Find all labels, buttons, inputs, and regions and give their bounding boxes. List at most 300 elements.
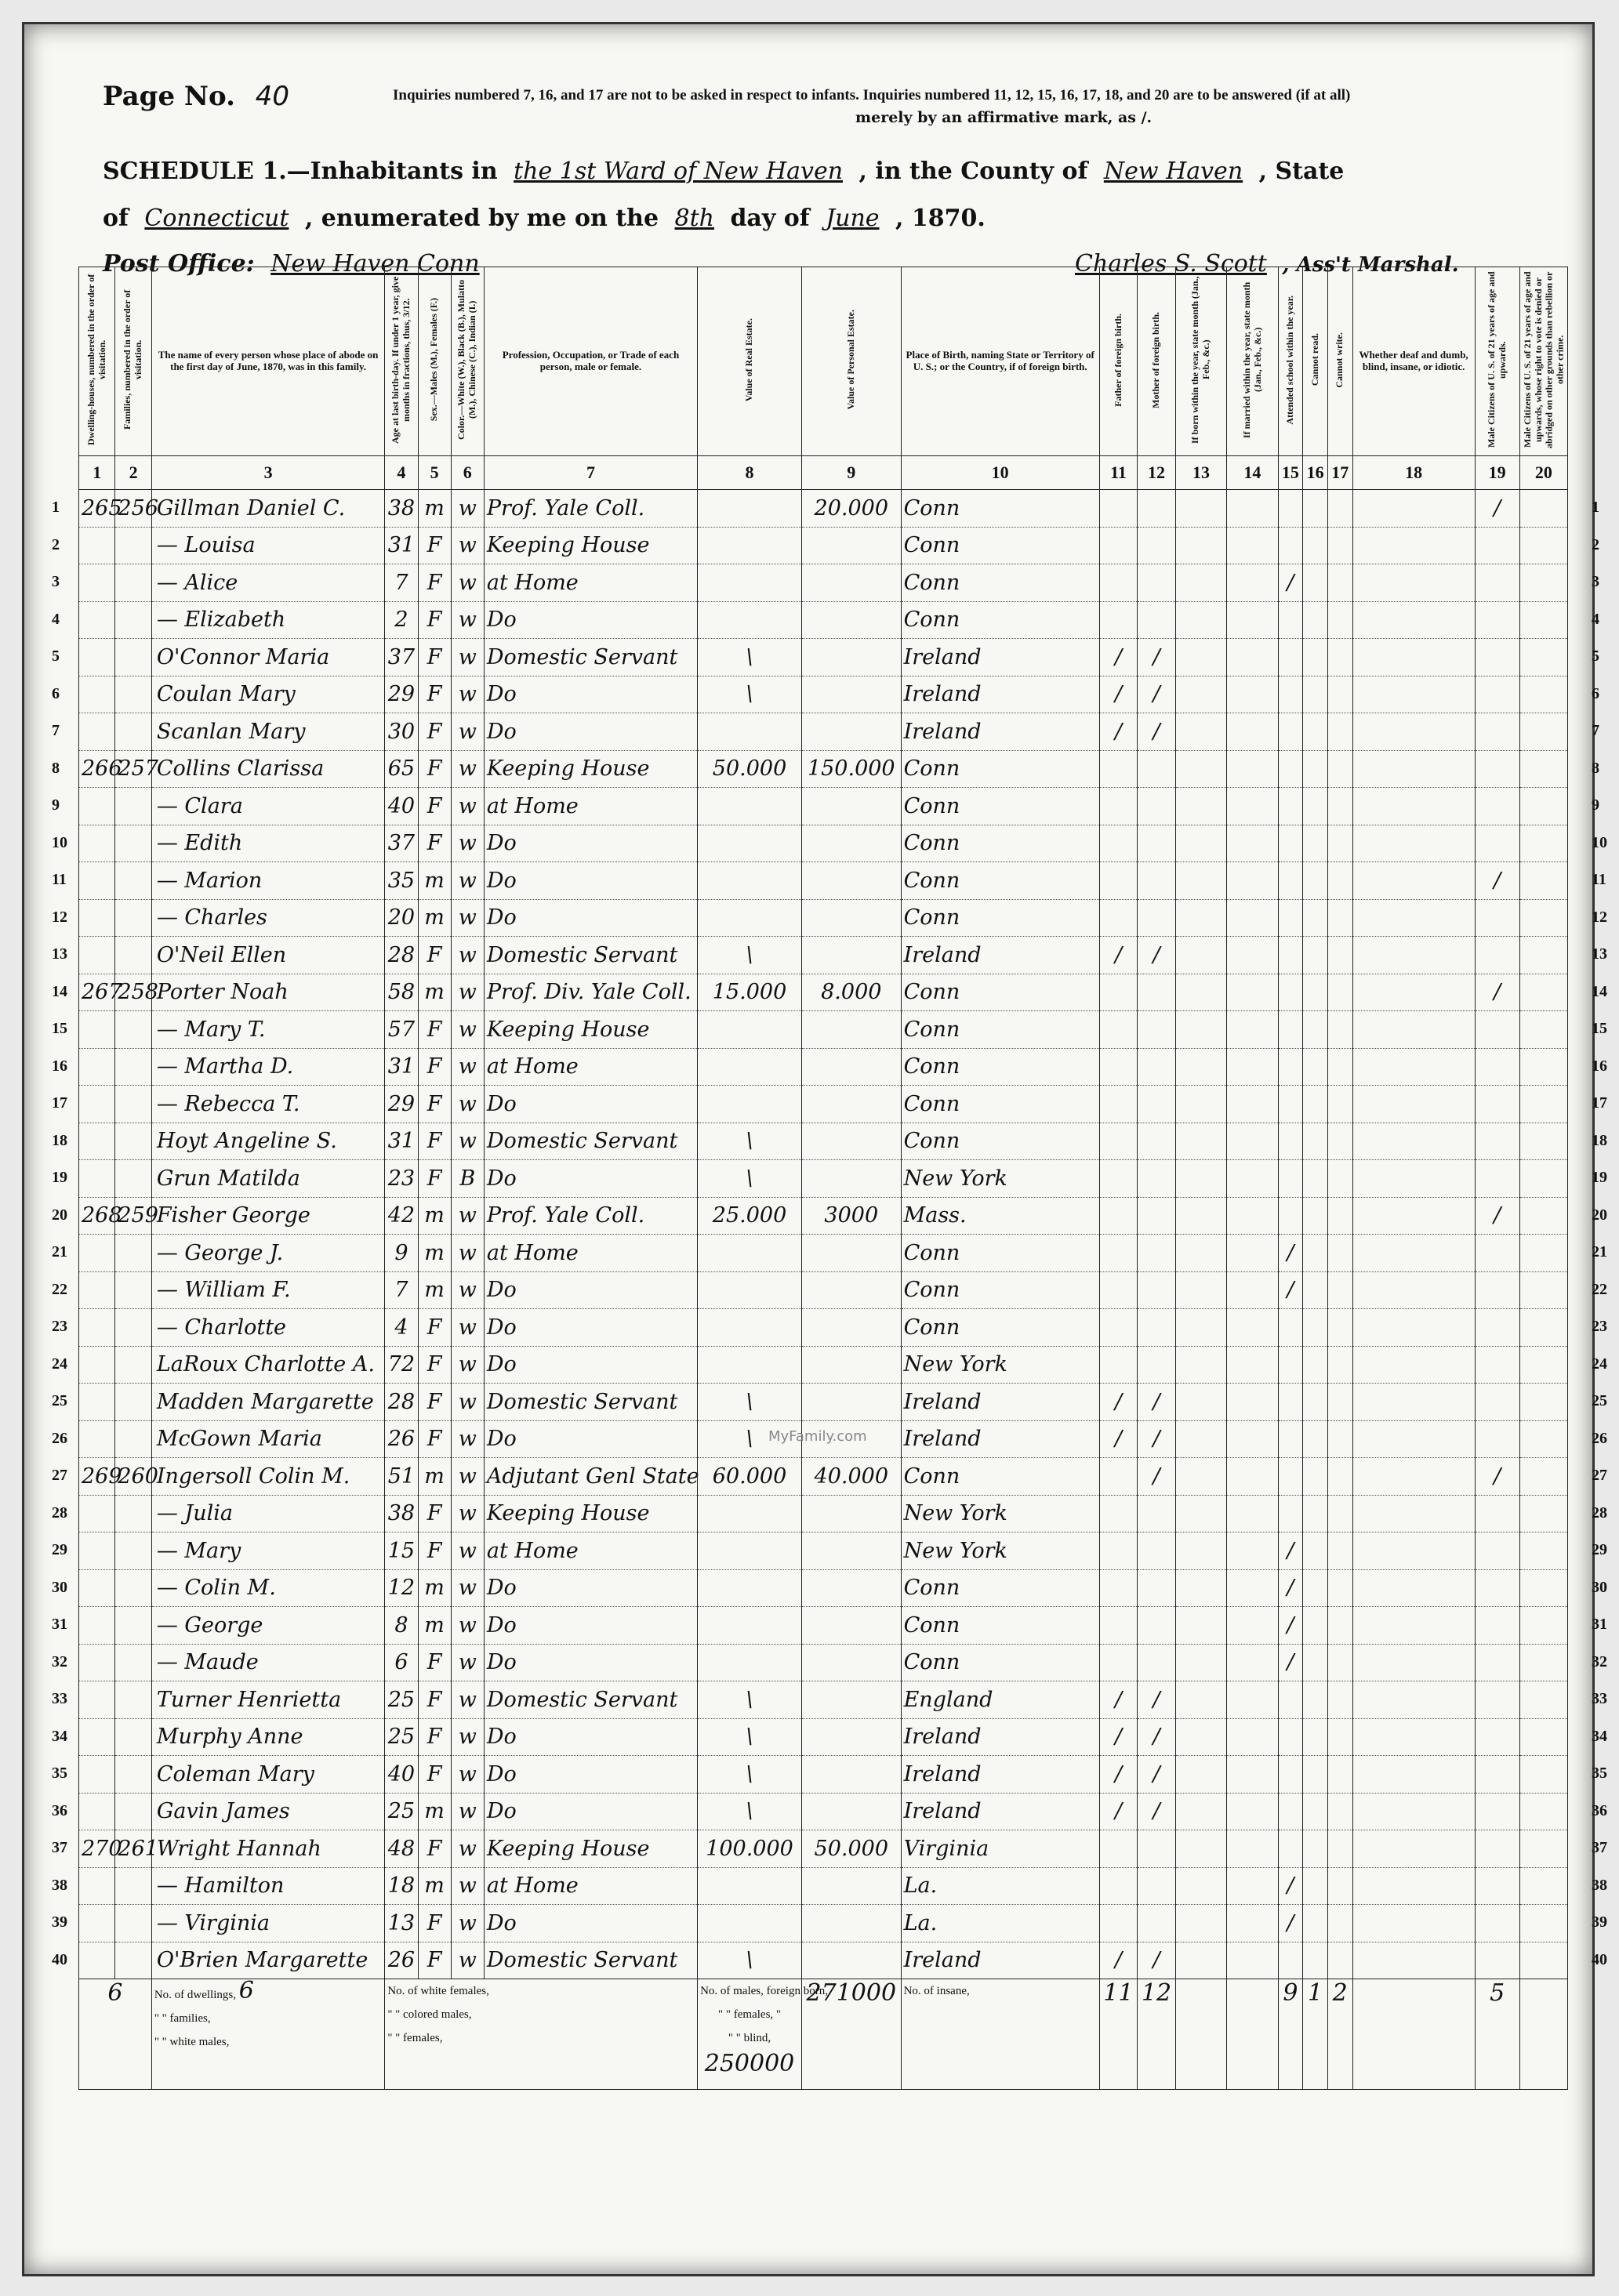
cell-blank — [1327, 825, 1352, 862]
cell-occupation: Do — [484, 825, 697, 862]
cell-blank — [1327, 1384, 1352, 1421]
cell-blank — [1352, 1830, 1475, 1868]
page-number-value: 40 — [255, 81, 290, 112]
line-number-right: 35 — [1592, 1765, 1607, 1783]
cell-blank — [1303, 1756, 1328, 1794]
cell-blank — [1175, 1123, 1226, 1160]
cell-blank — [1519, 1197, 1567, 1235]
cell-c19 — [1475, 1309, 1519, 1347]
cell-occupation: Do — [484, 1309, 697, 1347]
cell-blank — [1175, 1271, 1226, 1309]
cell-blank — [1327, 1718, 1352, 1756]
cell-blank — [1352, 1123, 1475, 1160]
cell-blank — [1303, 750, 1328, 788]
column-number-16: 16 — [1303, 456, 1328, 490]
cell-blank — [1327, 1607, 1352, 1645]
cell-blank — [1175, 1793, 1226, 1830]
cell-dwelling — [79, 564, 115, 602]
cell-name: O'Brien Margarette — [151, 1942, 385, 1979]
line-number-left: 23 — [52, 1318, 67, 1336]
census-row — [79, 490, 1568, 528]
cell-blank — [1227, 1644, 1278, 1681]
cell-family — [115, 788, 151, 825]
cell-m — [1138, 1309, 1176, 1347]
cell-sex: F — [418, 1681, 451, 1719]
line-number-right: 36 — [1592, 1801, 1607, 1819]
cell-color: w — [451, 1197, 484, 1235]
column-number-6: 6 — [451, 456, 484, 490]
cell-blank — [1327, 1942, 1352, 1979]
cell-dwelling — [79, 676, 115, 713]
cell-sex: F — [418, 1718, 451, 1756]
cell-name: — Martha D. — [151, 1048, 385, 1086]
cell-sex: F — [418, 601, 451, 639]
cell-occupation: Keeping House — [484, 527, 697, 564]
cell-family: 258 — [115, 974, 151, 1011]
line-number-right: 25 — [1592, 1392, 1607, 1410]
cell-c19 — [1475, 713, 1519, 751]
cell-blank — [1227, 1011, 1278, 1049]
cell-personal — [801, 1495, 901, 1532]
cell-blank — [1519, 564, 1567, 602]
cell-blank — [1352, 564, 1475, 602]
cell-dwelling — [79, 1532, 115, 1570]
cell-school — [1278, 1197, 1303, 1235]
column-header-7: Profession, Occupation, or Trade of each person, male or female. — [484, 267, 697, 456]
line-number-left: 14 — [52, 982, 67, 1000]
cell-family — [115, 1123, 151, 1160]
cell-name: Gavin James — [151, 1793, 385, 1830]
cell-school — [1278, 601, 1303, 639]
line-number-left: 34 — [52, 1727, 67, 1745]
cell-blank — [1175, 1346, 1226, 1384]
cell-dwelling: 268 — [79, 1197, 115, 1235]
cell-family — [115, 713, 151, 751]
cell-dwelling: 265 — [79, 490, 115, 528]
cell-blank — [1303, 862, 1328, 900]
cell-blank — [1327, 862, 1352, 900]
column-number-2: 2 — [115, 456, 151, 490]
cell-blank — [1227, 1160, 1278, 1198]
cell-name: Grun Matilda — [151, 1160, 385, 1198]
instruction-note-2: merely by an affirmative mark, as /. — [855, 109, 1153, 126]
cell-school: / — [1278, 1867, 1303, 1905]
census-row — [79, 1942, 1568, 1979]
cell-sex: F — [418, 1160, 451, 1198]
cell-birthplace: Ireland — [901, 676, 1099, 713]
cell-blank — [1227, 676, 1278, 713]
cell-color: w — [451, 899, 484, 937]
cell-real — [698, 1607, 802, 1645]
cell-personal — [801, 1123, 901, 1160]
cell-blank — [1519, 639, 1567, 676]
cell-blank — [1519, 1086, 1567, 1123]
cell-real — [698, 1569, 802, 1607]
cell-blank — [1519, 1160, 1567, 1198]
cell-blank — [1519, 899, 1567, 937]
cell-blank — [1227, 527, 1278, 564]
column-number-17: 17 — [1327, 456, 1352, 490]
cell-blank — [1303, 1384, 1328, 1421]
cell-blank — [1175, 1569, 1226, 1607]
cell-sex: m — [418, 862, 451, 900]
cell-name: Murphy Anne — [151, 1718, 385, 1756]
line-number-right: 22 — [1592, 1280, 1607, 1298]
line-number-left: 37 — [52, 1839, 67, 1857]
cell-f — [1099, 899, 1138, 937]
cell-color: w — [451, 1532, 484, 1570]
cell-blank — [1352, 1271, 1475, 1309]
cell-personal — [801, 1569, 901, 1607]
cell-blank — [1175, 1681, 1226, 1719]
cell-name: Scanlan Mary — [151, 713, 385, 751]
column-header-5: Sex.—Males (M.), Females (F.) — [418, 267, 451, 456]
cell-blank — [1352, 1160, 1475, 1198]
column-number-10: 10 — [901, 456, 1099, 490]
cell-personal — [801, 713, 901, 751]
cell-school — [1278, 862, 1303, 900]
cell-m — [1138, 899, 1176, 937]
cell-blank — [1519, 1718, 1567, 1756]
cell-name: — Colin M. — [151, 1569, 385, 1607]
cell-blank — [1352, 1420, 1475, 1458]
totals-dwelling-cell: 6 — [79, 1979, 152, 2090]
cell-family — [115, 1346, 151, 1384]
cell-blank — [1175, 1830, 1226, 1868]
cell-family — [115, 1048, 151, 1086]
line-number-right: 10 — [1592, 833, 1607, 851]
cell-blank — [1327, 1681, 1352, 1719]
cell-age: 6 — [385, 1644, 418, 1681]
line-number-right: 7 — [1592, 722, 1599, 740]
cell-age: 35 — [385, 862, 418, 900]
cell-blank — [1352, 1793, 1475, 1830]
cell-blank — [1519, 1048, 1567, 1086]
cell-birthplace: La. — [901, 1905, 1099, 1942]
cell-occupation: Do — [484, 1718, 697, 1756]
cell-f — [1099, 825, 1138, 862]
cell-color: w — [451, 825, 484, 862]
cell-age: 7 — [385, 564, 418, 602]
cell-blank — [1352, 713, 1475, 751]
cell-occupation: Do — [484, 1420, 697, 1458]
cell-occupation: Adjutant Genl State — [484, 1458, 697, 1496]
cell-f — [1099, 1905, 1138, 1942]
cell-blank — [1175, 1905, 1226, 1942]
cell-sex: m — [418, 1607, 451, 1645]
cell-m — [1138, 825, 1176, 862]
cell-sex: F — [418, 1942, 451, 1979]
cell-dwelling — [79, 1756, 115, 1794]
state-value: Connecticut — [144, 205, 289, 232]
cell-personal: 3000 — [801, 1197, 901, 1235]
cell-m — [1138, 1048, 1176, 1086]
cell-f: / — [1099, 937, 1138, 974]
cell-f — [1099, 1458, 1138, 1496]
cell-blank — [1519, 1271, 1567, 1309]
totals-dwellings-labels: No. of dwellings, 6 " " families, " " white males, — [151, 1979, 385, 2090]
line-number-right: 8 — [1592, 759, 1599, 777]
cell-color: w — [451, 937, 484, 974]
line-number-right: 26 — [1592, 1429, 1607, 1447]
column-header-16: Cannot read. — [1303, 267, 1328, 456]
cell-real — [698, 1905, 802, 1942]
cell-blank — [1227, 750, 1278, 788]
cell-blank — [1519, 825, 1567, 862]
census-row — [79, 1718, 1568, 1756]
county-label: , in the County of — [859, 158, 1088, 185]
census-row — [79, 1830, 1568, 1868]
line-number-right: 16 — [1592, 1057, 1607, 1075]
cell-age: 40 — [385, 1756, 418, 1794]
cell-c19 — [1475, 788, 1519, 825]
census-row — [79, 1495, 1568, 1532]
cell-birthplace: Ireland — [901, 1384, 1099, 1421]
line-number-left: 7 — [52, 722, 60, 740]
cell-blank — [1303, 527, 1328, 564]
cell-m — [1138, 750, 1176, 788]
cell-school: / — [1278, 1235, 1303, 1272]
line-number-right: 27 — [1592, 1467, 1607, 1485]
cell-dwelling — [79, 1309, 115, 1347]
line-number-left: 39 — [52, 1913, 67, 1931]
cell-c19 — [1475, 899, 1519, 937]
cell-f — [1099, 1532, 1138, 1570]
cell-f: / — [1099, 1793, 1138, 1830]
cell-c19 — [1475, 639, 1519, 676]
cell-f: / — [1099, 1420, 1138, 1458]
cell-blank — [1227, 1235, 1278, 1272]
cell-name: Gillman Daniel C. — [151, 490, 385, 528]
cell-blank — [1327, 1309, 1352, 1347]
cell-dwelling — [79, 1793, 115, 1830]
line-number-right: 24 — [1592, 1355, 1607, 1373]
cell-c19 — [1475, 1681, 1519, 1719]
cell-dwelling — [79, 1905, 115, 1942]
cell-sex: F — [418, 1048, 451, 1086]
cell-blank — [1327, 1048, 1352, 1086]
cell-name: — Hamilton — [151, 1867, 385, 1905]
census-row — [79, 899, 1568, 937]
cell-f — [1099, 1607, 1138, 1645]
census-row — [79, 1346, 1568, 1384]
cell-blank — [1327, 1495, 1352, 1532]
cell-age: 37 — [385, 639, 418, 676]
cell-m — [1138, 1644, 1176, 1681]
line-number-left: 28 — [52, 1503, 67, 1522]
cell-blank — [1352, 1681, 1475, 1719]
cell-birthplace: Ireland — [901, 1420, 1099, 1458]
cell-family — [115, 1011, 151, 1049]
cell-f: / — [1099, 1384, 1138, 1421]
cell-blank — [1227, 713, 1278, 751]
column-number-5: 5 — [418, 456, 451, 490]
cell-sex: m — [418, 1235, 451, 1272]
cell-m — [1138, 862, 1176, 900]
cell-blank — [1227, 788, 1278, 825]
page-number-label: Page No. — [103, 81, 235, 112]
cell-blank — [1352, 1086, 1475, 1123]
cell-blank — [1175, 1160, 1226, 1198]
cell-sex: F — [418, 713, 451, 751]
cell-school — [1278, 1346, 1303, 1384]
cell-name: — Maude — [151, 1644, 385, 1681]
cell-real: \ — [698, 1793, 802, 1830]
cell-personal — [801, 1905, 901, 1942]
cell-personal — [801, 1160, 901, 1198]
cell-color: w — [451, 1495, 484, 1532]
cell-family — [115, 1086, 151, 1123]
column-number-20: 20 — [1519, 456, 1567, 490]
line-number-left: 36 — [52, 1801, 67, 1819]
cell-f — [1099, 1235, 1138, 1272]
cell-school — [1278, 937, 1303, 974]
cell-blank — [1303, 1532, 1328, 1570]
census-row — [79, 713, 1568, 751]
line-number-left: 1 — [52, 499, 60, 517]
census-row — [79, 639, 1568, 676]
cell-blank — [1327, 713, 1352, 751]
cell-c19 — [1475, 1048, 1519, 1086]
census-row — [79, 825, 1568, 862]
cell-occupation: at Home — [484, 1235, 697, 1272]
cell-personal — [801, 825, 901, 862]
line-number-right: 9 — [1592, 796, 1599, 814]
column-header-9: Value of Personal Estate. — [801, 267, 901, 456]
column-number-9: 9 — [801, 456, 901, 490]
cell-m: / — [1138, 676, 1176, 713]
cell-dwelling — [79, 1235, 115, 1272]
cell-dwelling — [79, 862, 115, 900]
cell-birthplace: Conn — [901, 788, 1099, 825]
cell-dwelling: 269 — [79, 1458, 115, 1496]
cell-dwelling: 270 — [79, 1830, 115, 1868]
cell-school — [1278, 1458, 1303, 1496]
cell-occupation: Domestic Servant — [484, 1384, 697, 1421]
cell-color: w — [451, 1384, 484, 1421]
cell-m: / — [1138, 1681, 1176, 1719]
column-header-4: Age at last birth-day. If under 1 year, give months in fractions, thus, 3/12. — [385, 267, 418, 456]
cell-blank — [1303, 1830, 1328, 1868]
cell-personal — [801, 601, 901, 639]
cell-blank — [1227, 1458, 1278, 1496]
line-number-left: 10 — [52, 833, 67, 851]
cell-personal — [801, 1867, 901, 1905]
cell-blank — [1303, 1048, 1328, 1086]
cell-birthplace: Conn — [901, 1086, 1099, 1123]
cell-c19 — [1475, 527, 1519, 564]
cell-birthplace: England — [901, 1681, 1099, 1719]
cell-age: 58 — [385, 974, 418, 1011]
cell-occupation: at Home — [484, 1867, 697, 1905]
cell-sex: F — [418, 1905, 451, 1942]
cell-color: w — [451, 1271, 484, 1309]
cell-blank — [1175, 1756, 1226, 1794]
cell-age: 40 — [385, 788, 418, 825]
cell-real: \ — [698, 937, 802, 974]
cell-dwelling — [79, 639, 115, 676]
cell-dwelling — [79, 527, 115, 564]
cell-color: w — [451, 1718, 484, 1756]
cell-m: / — [1138, 713, 1176, 751]
cell-blank — [1352, 1011, 1475, 1049]
line-number-left: 3 — [52, 573, 60, 591]
cell-dwelling — [79, 937, 115, 974]
line-number-right: 40 — [1592, 1950, 1607, 1968]
cell-blank — [1227, 899, 1278, 937]
cell-school — [1278, 1048, 1303, 1086]
cell-m: / — [1138, 1793, 1176, 1830]
cell-blank — [1175, 1644, 1226, 1681]
cell-real — [698, 1235, 802, 1272]
cell-birthplace: New York — [901, 1495, 1099, 1532]
cell-birthplace: Ireland — [901, 713, 1099, 751]
cell-f — [1099, 1011, 1138, 1049]
cell-birthplace: Conn — [901, 1309, 1099, 1347]
cell-blank — [1175, 1458, 1226, 1496]
line-number-right: 23 — [1592, 1318, 1607, 1336]
cell-family — [115, 1793, 151, 1830]
cell-m — [1138, 1123, 1176, 1160]
totals-c12: 12 — [1138, 1979, 1176, 2090]
cell-occupation: Do — [484, 862, 697, 900]
cell-age: 31 — [385, 527, 418, 564]
cell-c19: / — [1475, 490, 1519, 528]
census-row — [79, 937, 1568, 974]
cell-c19 — [1475, 1384, 1519, 1421]
cell-sex: F — [418, 564, 451, 602]
cell-sex: F — [418, 1086, 451, 1123]
line-number-right: 38 — [1592, 1876, 1607, 1894]
cell-blank — [1303, 1569, 1328, 1607]
year-value: , 1870. — [895, 205, 986, 232]
cell-school: / — [1278, 1644, 1303, 1681]
cell-blank — [1519, 1384, 1567, 1421]
cell-blank — [1303, 1942, 1328, 1979]
cell-age: 28 — [385, 1384, 418, 1421]
cell-school — [1278, 1086, 1303, 1123]
cell-sex: m — [418, 490, 451, 528]
state-label: , State — [1258, 158, 1345, 185]
column-header-14: If married within the year, state month (Jan., Feb., &c.) — [1227, 267, 1278, 456]
cell-blank — [1175, 490, 1226, 528]
line-number-left: 20 — [52, 1206, 67, 1224]
cell-personal — [801, 1011, 901, 1049]
cell-personal — [801, 862, 901, 900]
census-row — [79, 601, 1568, 639]
census-row — [79, 1569, 1568, 1607]
cell-blank — [1303, 1123, 1328, 1160]
cell-occupation: Domestic Servant — [484, 639, 697, 676]
cell-f — [1099, 862, 1138, 900]
cell-color: w — [451, 527, 484, 564]
cell-color: w — [451, 1235, 484, 1272]
cell-age: 51 — [385, 1458, 418, 1496]
cell-color: w — [451, 862, 484, 900]
cell-blank — [1519, 1905, 1567, 1942]
cell-blank — [1227, 1718, 1278, 1756]
cell-blank — [1175, 788, 1226, 825]
cell-blank — [1352, 1607, 1475, 1645]
line-number-right: 32 — [1592, 1652, 1607, 1670]
cell-color: w — [451, 490, 484, 528]
cell-blank — [1519, 1867, 1567, 1905]
cell-school — [1278, 899, 1303, 937]
cell-family — [115, 1756, 151, 1794]
cell-name: — George J. — [151, 1235, 385, 1272]
of-label: of — [103, 205, 129, 232]
cell-real — [698, 527, 802, 564]
